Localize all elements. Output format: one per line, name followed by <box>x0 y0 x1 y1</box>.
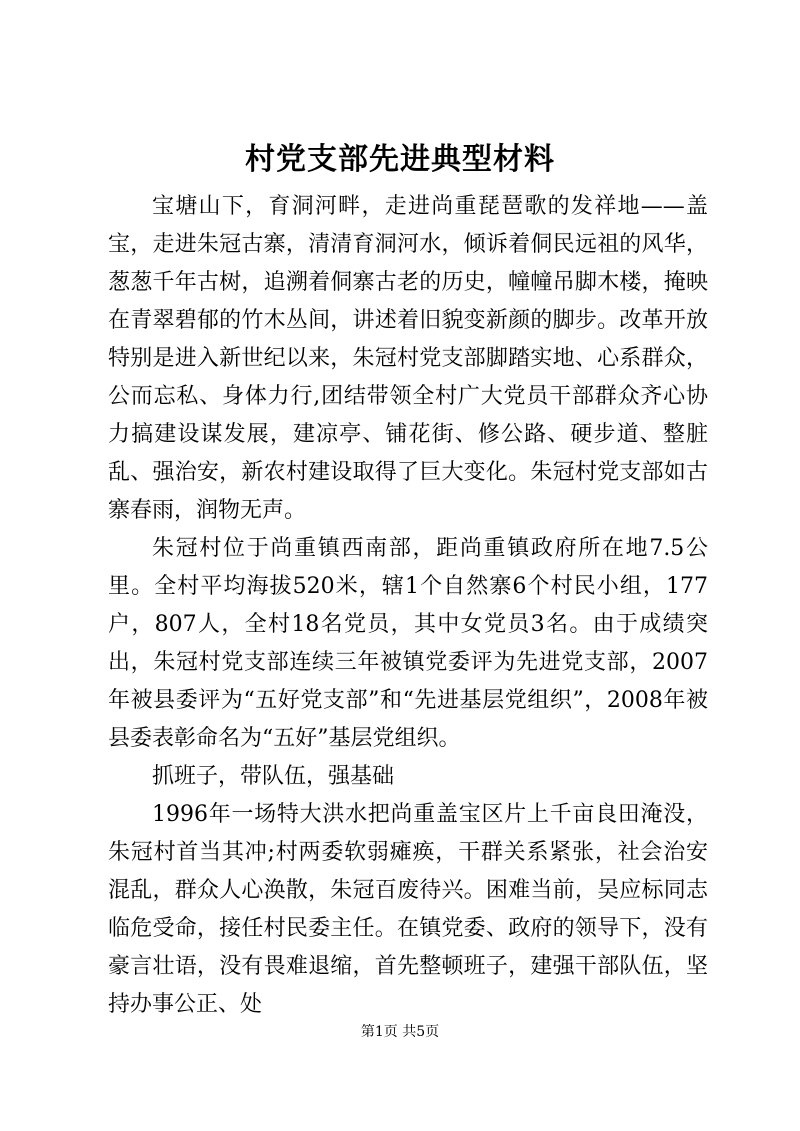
page-footer: 第1页 共5页 <box>360 1024 440 1040</box>
paragraph-history: 1996年一场特大洪水把尚重盖宝区片上千亩良田淹没，朱冠村首当其冲;村两委软弱瘫痪，干群关系紧张，社会治安混乱，群众人心涣散，朱冠百废待兴。困难当前，吴应标同志临危受命，接任村民委主任。在镇党委、政府的领导下，没有豪言壮语，没有畏难退缩，首先整顿班子，建强干部队伍，坚持办事公正、处 <box>108 802 708 1017</box>
paragraph-village-profile: 朱冠村位于尚重镇西南部，距尚重镇政府所在地7.5公里。全村平均海拔520米，辖1个自然寨6个村民小组，177户，807人，全村18名党员，其中女党员3名。由于成绩突出，朱冠村党支部连续三年被镇党委评为先进党支部，2007年被县委评为“五好党支部”和“先进基层党组织”，2008年被县委表彰命名为“五好”基层党组织。 <box>108 536 708 751</box>
paragraph-intro: 宝塘山下，育洞河畔，走进尚重琵琶歌的发祥地——盖宝，走进朱冠古寨，清清育洞河水，倾诉着侗民远祖的风华，葱葱千年古树，追溯着侗寨古老的历史，幢幢吊脚木楼，掩映在青翠碧郁的竹木丛间，讲述着旧貌变新颜的脚步。改革开放特别是进入新世纪以来，朱冠村党支部脚踏实地、心系群众，公而忘私、身体力行,团结带领全村广大党员干部群众齐心协力搞建设谋发展，建凉亭、铺花街、修公路、硬步道、整脏乱、强治安，新农村建设取得了巨大变化。朱冠村党支部如古寨春雨，润物无声。 <box>108 194 708 523</box>
document-title: 村党支部先进典型材料 <box>245 142 555 177</box>
document-body <box>108 188 708 1024</box>
section-heading: 抓班子，带队伍，强基础 <box>152 764 395 789</box>
